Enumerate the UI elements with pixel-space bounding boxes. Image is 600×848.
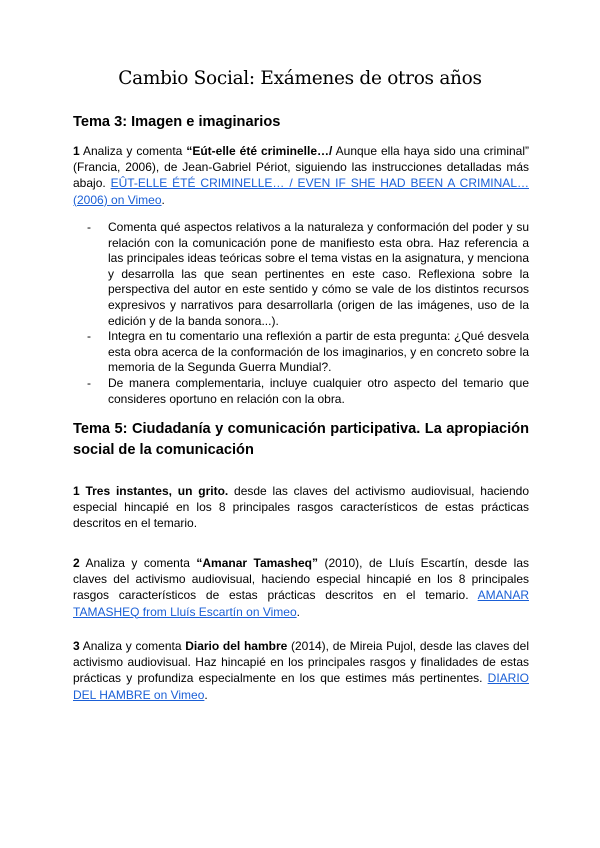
list-item-text: Comenta qué aspectos relativos a la naturaleza y conformación del poder y su relación con la comunicación pone de manifiesto esta obra. Haz referencia a las principales ideas teóricas sobre el tema vistas en la asignatura, y menciona y desarrolla las que sean pertinentes en este caso. Reflexiona sobre la perspectiva del autor en este sentido y cómo se vale de los distintos recursos expresivos y narrativos para desarrollarla (origen de las imágenes, uso de la edición y de la banda sonora...).	[108, 220, 529, 328]
list-item-text: De manera complementaria, incluye cualquier otro aspecto del temario que consideres oportuno en relación con la obra.	[108, 375, 529, 406]
question-text: Analiza y comenta	[79, 144, 187, 158]
film-title: 1 Tres instantes, un grito.	[73, 484, 229, 498]
question-number: 3	[73, 639, 80, 653]
tema5-heading: Tema 5: Ciudadanía y comunicación participativa. La apropiación social de la comunicación	[73, 421, 529, 458]
question-text: (2014), de Mireia Pujol, desde las claves del activismo audiovisual. Haz hincapié en los principales rasgos y finalidades de estas prácticas y profundiza especialmente en los que estimes más pertinentes.	[73, 639, 529, 686]
tema5-question-1	[73, 483, 529, 532]
instructions-list	[87, 220, 529, 407]
question-text: .	[161, 192, 165, 207]
page-title: Cambio Social: Exámenes de otros años	[118, 68, 482, 89]
dash-bullet: -	[87, 220, 91, 234]
question-text: Aunque ella haya sido una criminal” (Francia, 2006), de Jean-Gabriel Périot, siguiendo las instrucciones detalladas más abajo.	[73, 144, 529, 191]
question-text: desde las claves del activismo audiovisual, haciendo especial hincapié en los 8 principales rasgos característicos de estas prácticas descritos en el temario.	[73, 484, 529, 531]
list-item	[87, 376, 529, 407]
tema5-question-3	[73, 638, 529, 703]
list-item	[87, 329, 529, 376]
vimeo-link-diario-del-hambre[interactable]: DIARIO DEL HAMBRE on Vimeo	[73, 671, 529, 702]
question-text: Analiza y comenta	[79, 639, 186, 653]
list-item-text: Integra en tu comentario una reflexión a partir de esta pregunta: ¿Qué desvela esta obra acerca de la conformación de los imaginarios, y en concreto sobre la memoria de la Segunda Guerra Mundial?.	[108, 329, 529, 375]
question-text: Analiza y comenta	[79, 556, 197, 570]
question-number: 1	[73, 144, 80, 158]
question-text: (2010), de Lluís Escartín, desde las claves del activismo audiovisual, haciendo especial hincapié en los 8 principales rasgos característicos de estas prácticas descritos en el temario.	[73, 556, 530, 603]
question-text: .	[204, 687, 208, 702]
list-item	[87, 220, 529, 329]
vimeo-link-amanar-tamasheq[interactable]: AMANAR TAMASHEQ from Lluís Escartín on Vimeo	[73, 588, 529, 619]
film-title: “Eút-elle été criminelle…/	[186, 144, 333, 158]
question-number: 2	[73, 556, 80, 570]
tema5-question-2	[73, 555, 529, 620]
film-title: “Amanar Tamasheq”	[196, 556, 318, 570]
question-text: .	[296, 604, 300, 619]
vimeo-link-eut-elle[interactable]: EÛT-ELLE ÉTÉ CRIMINELLE… / EVEN IF SHE HAD BEEN A CRIMINAL… (2006) on Vimeo	[73, 176, 529, 207]
dash-bullet: -	[87, 329, 91, 344]
dash-bullet: -	[87, 375, 91, 390]
tema3-question-1	[73, 143, 529, 208]
tema3-heading: Tema 3: Imagen e imaginarios	[73, 114, 281, 130]
film-title: Diario del hambre	[185, 639, 288, 653]
